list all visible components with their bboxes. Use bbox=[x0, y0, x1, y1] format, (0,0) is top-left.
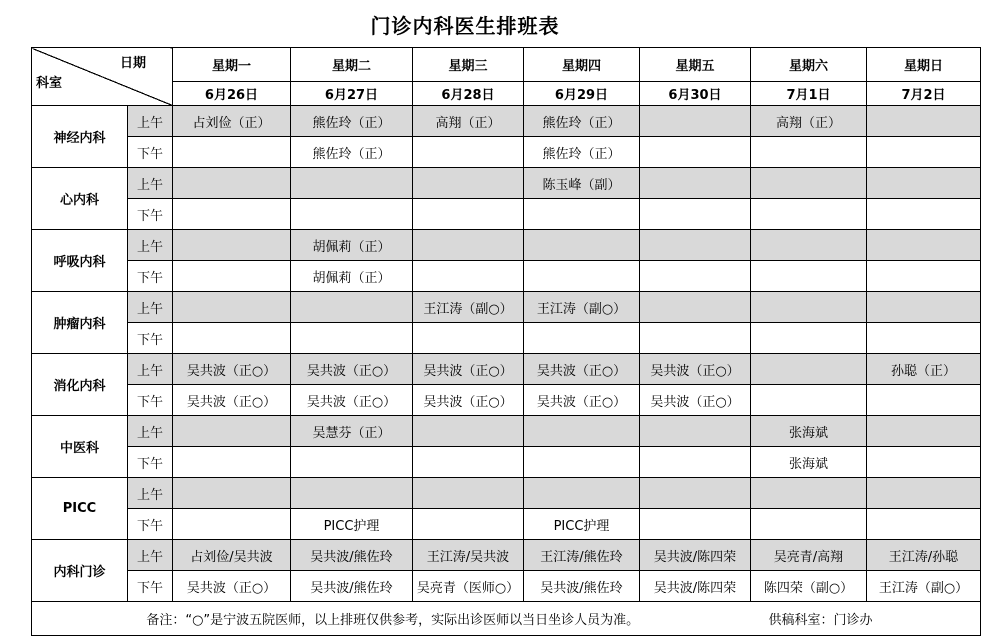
schedule-row bbox=[32, 323, 981, 354]
schedule-cell bbox=[867, 447, 981, 478]
schedule-cell bbox=[751, 354, 867, 385]
slot-am-label: 上午 bbox=[128, 106, 173, 137]
date-header: 7月2日 bbox=[867, 82, 981, 106]
schedule-cell bbox=[173, 292, 291, 323]
schedule-cell bbox=[413, 137, 524, 168]
schedule-cell bbox=[291, 447, 413, 478]
schedule-cell bbox=[867, 385, 981, 416]
schedule-cell bbox=[867, 230, 981, 261]
schedule-cell bbox=[173, 416, 291, 447]
schedule-cell bbox=[173, 230, 291, 261]
schedule-cell bbox=[173, 168, 291, 199]
slot-am-label: 上午 bbox=[128, 540, 173, 571]
schedule-row bbox=[32, 354, 981, 385]
schedule-row bbox=[32, 106, 981, 137]
slot-am-label: 上午 bbox=[128, 292, 173, 323]
schedule-cell bbox=[640, 106, 751, 137]
schedule-cell: 熊佐玲（正） bbox=[291, 137, 413, 168]
schedule-cell: 王江涛（副○） bbox=[867, 571, 981, 602]
schedule-cell: 吴共波（正○） bbox=[173, 385, 291, 416]
schedule-cell bbox=[640, 230, 751, 261]
schedule-row bbox=[32, 478, 981, 509]
footer-note: 备注：“○”是宁波五院医师，以上排班仅供参考，实际出诊医师以当日坐诊人员为准。 bbox=[32, 602, 751, 636]
schedule-cell: 王江涛（副○） bbox=[524, 292, 640, 323]
schedule-cell: 吴共波（正○） bbox=[173, 571, 291, 602]
schedule-row bbox=[32, 540, 981, 571]
slot-pm-label: 下午 bbox=[128, 137, 173, 168]
weekday-header: 星期六 bbox=[751, 48, 867, 82]
schedule-cell: 王江涛（副○） bbox=[413, 292, 524, 323]
slot-pm-label: 下午 bbox=[128, 509, 173, 540]
schedule-cell bbox=[640, 323, 751, 354]
date-header: 6月28日 bbox=[413, 82, 524, 106]
schedule-cell bbox=[291, 168, 413, 199]
schedule-row bbox=[32, 509, 981, 540]
weekday-header: 星期三 bbox=[413, 48, 524, 82]
slot-am-label: 上午 bbox=[128, 168, 173, 199]
schedule-row bbox=[32, 137, 981, 168]
schedule-cell: 吴共波（正○） bbox=[524, 354, 640, 385]
slot-pm-label: 下午 bbox=[128, 571, 173, 602]
schedule-cell bbox=[751, 478, 867, 509]
slot-pm-label: 下午 bbox=[128, 261, 173, 292]
schedule-cell bbox=[751, 199, 867, 230]
weekday-header: 星期四 bbox=[524, 48, 640, 82]
department-name: 内科门诊 bbox=[32, 540, 128, 602]
schedule-cell: 王江涛/孙聪 bbox=[867, 540, 981, 571]
schedule-cell bbox=[291, 292, 413, 323]
schedule-cell bbox=[524, 323, 640, 354]
schedule-row bbox=[32, 230, 981, 261]
schedule-cell: 占刘俭/吴共波 bbox=[173, 540, 291, 571]
department-name: 神经内科 bbox=[32, 106, 128, 168]
schedule-cell: 吴亮青/高翔 bbox=[751, 540, 867, 571]
schedule-cell bbox=[867, 323, 981, 354]
schedule-cell bbox=[524, 478, 640, 509]
schedule-table bbox=[31, 47, 981, 636]
schedule-cell: 胡佩莉（正） bbox=[291, 230, 413, 261]
weekday-header: 星期五 bbox=[640, 48, 751, 82]
schedule-cell: 熊佐玲（正） bbox=[524, 106, 640, 137]
schedule-cell bbox=[751, 261, 867, 292]
schedule-cell: 吴共波（正○） bbox=[640, 385, 751, 416]
schedule-cell: 孙聪（正） bbox=[867, 354, 981, 385]
schedule-cell: 高翔（正） bbox=[751, 106, 867, 137]
schedule-cell: 陈玉峰（副） bbox=[524, 168, 640, 199]
schedule-cell bbox=[640, 447, 751, 478]
department-name: 消化内科 bbox=[32, 354, 128, 416]
schedule-cell bbox=[413, 168, 524, 199]
schedule-cell: 吴共波/熊佐玲 bbox=[291, 571, 413, 602]
schedule-cell: 张海斌 bbox=[751, 447, 867, 478]
schedule-cell bbox=[640, 168, 751, 199]
schedule-cell bbox=[867, 416, 981, 447]
schedule-cell: 胡佩莉（正） bbox=[291, 261, 413, 292]
date-header: 7月1日 bbox=[751, 82, 867, 106]
weekday-header: 星期二 bbox=[291, 48, 413, 82]
schedule-cell bbox=[413, 261, 524, 292]
schedule-cell bbox=[751, 323, 867, 354]
schedule-cell bbox=[413, 509, 524, 540]
schedule-cell: 吴共波（正○） bbox=[413, 385, 524, 416]
schedule-cell: 吴共波/陈四荣 bbox=[640, 540, 751, 571]
schedule-cell: 吴共波（正○） bbox=[640, 354, 751, 385]
schedule-cell bbox=[867, 168, 981, 199]
schedule-cell bbox=[524, 261, 640, 292]
schedule-cell: 张海斌 bbox=[751, 416, 867, 447]
slot-am-label: 上午 bbox=[128, 354, 173, 385]
schedule-cell bbox=[867, 478, 981, 509]
schedule-cell bbox=[291, 199, 413, 230]
schedule-cell bbox=[640, 292, 751, 323]
slot-am-label: 上午 bbox=[128, 478, 173, 509]
schedule-cell bbox=[751, 292, 867, 323]
schedule-cell: 吴共波/陈四荣 bbox=[640, 571, 751, 602]
schedule-cell bbox=[173, 323, 291, 354]
schedule-cell bbox=[173, 137, 291, 168]
schedule-cell: 吴共波（正○） bbox=[291, 354, 413, 385]
schedule-row bbox=[32, 385, 981, 416]
schedule-cell: 熊佐玲（正） bbox=[291, 106, 413, 137]
schedule-cell bbox=[291, 323, 413, 354]
slot-pm-label: 下午 bbox=[128, 385, 173, 416]
schedule-cell: 高翔（正） bbox=[413, 106, 524, 137]
schedule-cell bbox=[291, 478, 413, 509]
schedule-cell: 吴共波/熊佐玲 bbox=[291, 540, 413, 571]
schedule-cell bbox=[173, 447, 291, 478]
slot-am-label: 上午 bbox=[128, 230, 173, 261]
schedule-cell bbox=[867, 261, 981, 292]
schedule-cell bbox=[173, 509, 291, 540]
schedule-cell bbox=[524, 447, 640, 478]
schedule-row bbox=[32, 261, 981, 292]
date-axis-label: 日期 bbox=[119, 56, 146, 71]
schedule-cell: PICC护理 bbox=[524, 509, 640, 540]
slot-pm-label: 下午 bbox=[128, 447, 173, 478]
schedule-cell bbox=[413, 199, 524, 230]
date-header: 6月29日 bbox=[524, 82, 640, 106]
department-name: 肿瘤内科 bbox=[32, 292, 128, 354]
department-name: PICC bbox=[32, 478, 128, 540]
schedule-cell bbox=[524, 416, 640, 447]
schedule-cell bbox=[751, 509, 867, 540]
department-name: 呼吸内科 bbox=[32, 230, 128, 292]
weekday-header: 星期一 bbox=[173, 48, 291, 82]
schedule-cell bbox=[640, 261, 751, 292]
schedule-cell: 吴共波（正○） bbox=[173, 354, 291, 385]
schedule-cell bbox=[413, 230, 524, 261]
schedule-cell bbox=[173, 478, 291, 509]
dept-axis-label: 科室 bbox=[36, 76, 63, 91]
department-name: 中医科 bbox=[32, 416, 128, 478]
schedule-cell bbox=[173, 261, 291, 292]
schedule-cell bbox=[751, 137, 867, 168]
schedule-cell bbox=[173, 199, 291, 230]
schedule-cell bbox=[413, 323, 524, 354]
schedule-cell: 吴亮青（医师○） bbox=[413, 571, 524, 602]
schedule-cell bbox=[413, 478, 524, 509]
schedule-cell: 吴共波（正○） bbox=[291, 385, 413, 416]
slot-pm-label: 下午 bbox=[128, 323, 173, 354]
schedule-cell bbox=[751, 230, 867, 261]
schedule-cell: 吴共波（正○） bbox=[524, 385, 640, 416]
schedule-row bbox=[32, 292, 981, 323]
schedule-cell: 陈四荣（副○） bbox=[751, 571, 867, 602]
schedule-cell bbox=[867, 199, 981, 230]
schedule-cell bbox=[640, 199, 751, 230]
schedule-cell bbox=[640, 416, 751, 447]
schedule-cell: 熊佐玲（正） bbox=[524, 137, 640, 168]
weekday-header: 星期日 bbox=[867, 48, 981, 82]
schedule-row bbox=[32, 199, 981, 230]
schedule-cell bbox=[640, 137, 751, 168]
slot-am-label: 上午 bbox=[128, 416, 173, 447]
schedule-cell bbox=[751, 168, 867, 199]
schedule-cell: 吴共波/熊佐玲 bbox=[524, 571, 640, 602]
schedule-cell: 吴慧芬（正） bbox=[291, 416, 413, 447]
schedule-cell bbox=[751, 385, 867, 416]
schedule-row bbox=[32, 416, 981, 447]
schedule-row bbox=[32, 168, 981, 199]
schedule-row bbox=[32, 447, 981, 478]
date-header: 6月30日 bbox=[640, 82, 751, 106]
schedule-cell: 占刘俭（正） bbox=[173, 106, 291, 137]
schedule-row bbox=[32, 571, 981, 602]
schedule-cell bbox=[867, 292, 981, 323]
schedule-cell bbox=[640, 509, 751, 540]
schedule-cell bbox=[867, 106, 981, 137]
corner-header bbox=[32, 48, 173, 106]
schedule-cell bbox=[867, 137, 981, 168]
date-header: 6月26日 bbox=[173, 82, 291, 106]
schedule-cell bbox=[640, 478, 751, 509]
schedule-cell bbox=[413, 416, 524, 447]
schedule-cell bbox=[524, 230, 640, 261]
schedule-cell bbox=[524, 199, 640, 230]
schedule-cell: 吴共波（正○） bbox=[413, 354, 524, 385]
schedule-cell bbox=[413, 447, 524, 478]
slot-pm-label: 下午 bbox=[128, 199, 173, 230]
footer-row bbox=[32, 602, 981, 636]
footer-draft-dept: 供稿科室：门诊办 bbox=[751, 602, 981, 636]
schedule-cell: PICC护理 bbox=[291, 509, 413, 540]
page-title: 门诊内科医生排班表 bbox=[370, 14, 560, 38]
schedule-cell bbox=[867, 509, 981, 540]
date-header: 6月27日 bbox=[291, 82, 413, 106]
schedule-cell: 王江涛/熊佐玲 bbox=[524, 540, 640, 571]
schedule-cell: 王江涛/吴共波 bbox=[413, 540, 524, 571]
department-name: 心内科 bbox=[32, 168, 128, 230]
